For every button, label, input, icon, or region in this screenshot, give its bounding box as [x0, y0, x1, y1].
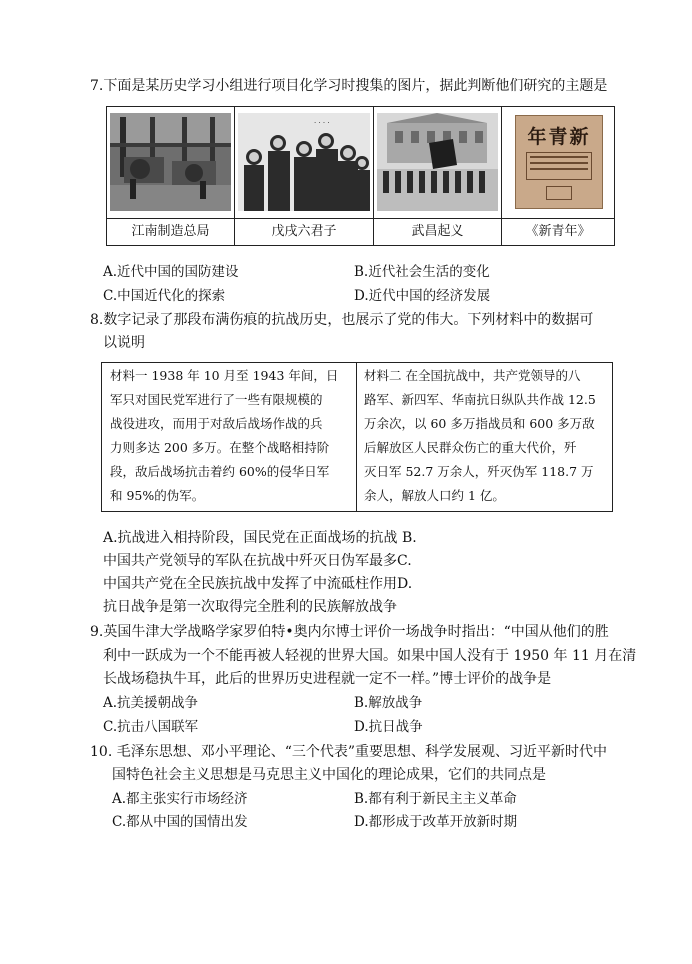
- q9-option-d: D.抗日战争: [354, 719, 423, 735]
- q9-option-c: C.抗击八国联军: [103, 719, 199, 735]
- material1-line: 战役进攻，而用于对敌后战场作战的兵: [110, 416, 323, 431]
- q8-stem-line2: 以说明: [103, 335, 145, 351]
- q7-stem: 7.下面是某历史学习小组进行项目化学习时搜集的图片，据此判断他们研究的主题是: [90, 78, 608, 94]
- q8-options-line: 抗日战争是第一次取得完全胜利的民族解放战争: [103, 599, 397, 615]
- material2-line: 路军、新四军、华南抗日纵队共作战 12.5: [364, 392, 596, 407]
- caption-wuchang: 武昌起义: [411, 224, 464, 239]
- material1-line: 材料一 1938 年 10 月至 1943 年间，日: [110, 368, 339, 383]
- material2-line: 材料二 在全国抗战中，共产党领导的八: [364, 368, 581, 383]
- svg-text:· · · ·: · · · ·: [314, 119, 330, 127]
- q10-stem-line: 国特色社会主义思想是马克思主义中国化的理论成果，它们的共同点是: [112, 767, 546, 783]
- q9-stem-line: 长战场稳执牛耳，此后的世界历史进程就一定不一样。”博士评价的战争是: [103, 671, 552, 687]
- q7-option-a: A.近代中国的国防建设: [103, 264, 239, 280]
- material1-line: 军只对国民党军进行了一些有限规模的: [110, 392, 323, 407]
- q8-options-line: 中国共产党领导的军队在抗战中歼灭日伪军最多C.: [103, 553, 412, 569]
- q7-option-b: B.近代社会生活的变化: [354, 264, 490, 280]
- q9-stem-line: 利中一跃成为一个不能再被人轻视的世界大国。如果中国人没有于 1950 年 11 月在清: [103, 648, 637, 664]
- material1-line: 和 95%的伪军。: [110, 488, 205, 503]
- material2-line: 灭日军 52.7 万余人，歼灭伪军 118.7 万: [364, 464, 594, 479]
- q8-options-line: A.抗战进入相持阶段，国民党在正面战场的抗战 B.: [103, 530, 417, 546]
- caption-new-youth: 《新青年》: [525, 224, 591, 239]
- caption-jiangnan: 江南制造总局: [131, 224, 210, 239]
- caption-six-gentlemen: 戊戌六君子: [271, 224, 337, 239]
- q10-option-d: D.都形成于改革开放新时期: [354, 814, 518, 830]
- q10-stem-line: 10. 毛泽东思想、邓小平理论、“三个代表”重要思想、科学发展观、习近平新时代中: [90, 744, 608, 760]
- q9-stem-line: 9.英国牛津大学战略学家罗伯特•奥内尔博士评价一场战争时指出：“中国从他们的胜: [90, 624, 609, 640]
- new-youth-cover: [505, 113, 613, 211]
- q7-picture-table: [106, 106, 615, 246]
- magazine-title: 年青新: [527, 126, 591, 148]
- q7-option-c: C.中国近代化的探索: [103, 288, 226, 304]
- q10-option-b: B.都有利于新民主主义革命: [354, 791, 517, 807]
- q10-option-c: C.都从中国的国情出发: [112, 814, 248, 830]
- q9-option-b: B.解放战争: [354, 695, 423, 711]
- q7-option-d: D.近代中国的经济发展: [354, 288, 491, 304]
- material2-line: 余人，解放人口约 1 亿。: [364, 488, 505, 503]
- material2-line: 万余次，以 60 多万指战员和 600 多万敌: [364, 416, 595, 431]
- q10-option-a: A.都主张实行市场经济: [112, 791, 248, 807]
- wuchang-uprising-photo: [377, 113, 498, 211]
- jiangnan-arsenal-photo: [110, 113, 231, 211]
- q8-options-line: 中国共产党在全民族抗战中发挥了中流砥柱作用D.: [103, 576, 413, 592]
- q8-stem-line1: 8.数字记录了那段布满伤痕的抗战历史，也展示了党的伟大。下列材料中的数据可: [90, 312, 594, 328]
- six-gentlemen-photo: [238, 113, 370, 211]
- q9-option-a: A.抗美援朝战争: [103, 695, 199, 711]
- material1-line: 段，敌后战场抗击着约 60%的侵华日军: [110, 464, 330, 479]
- material1-line: 力则多达 200 多万。在整个战略相持阶: [110, 440, 330, 455]
- material2-line: 后解放区人民群众伤亡的重大代价，歼: [364, 440, 577, 455]
- q8-material-table: [101, 362, 613, 512]
